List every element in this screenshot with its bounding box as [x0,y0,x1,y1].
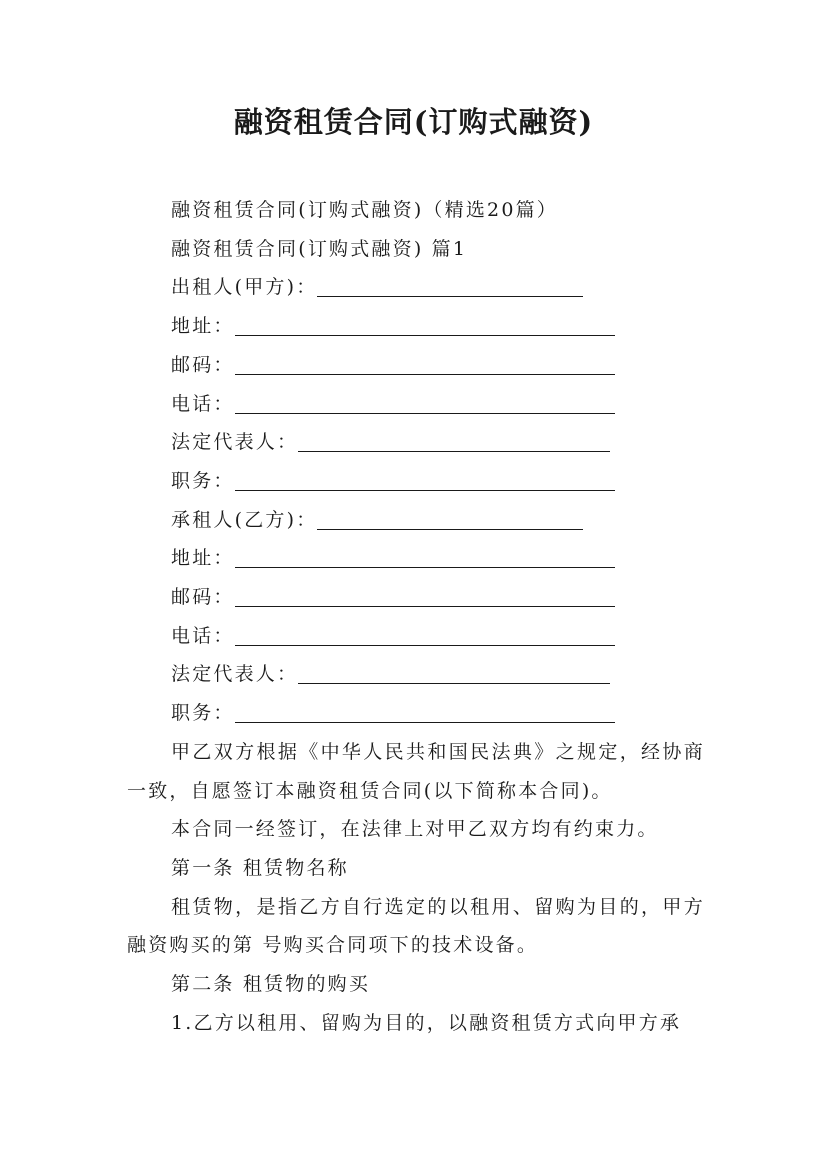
lessor-position-label: 职务： [171,469,235,492]
lessee-phone-blank [235,621,615,646]
lessor-postcode-blank [235,350,615,375]
lessee-phone-label: 电话： [171,624,235,647]
subtitle: 融资租赁合同(订购式融资)（精选20篇） [171,199,559,221]
document-title: 融资租赁合同(订购式融资) [233,105,594,139]
lessee-address-blank [235,543,615,568]
lessee-postcode-label: 邮码： [171,586,235,609]
lessee-postcode-blank [235,582,615,607]
lessor-label: 出租人(甲方)： [171,276,318,299]
lessee-address-line [127,539,705,578]
article-1-heading: 第一条 租赁物名称 [171,856,349,879]
paragraph-leased-item: 租赁物，是指乙方自行选定的以租用、留购为目的，甲方融资购买的第 号购买合同项下的技术设备。 [127,895,705,957]
lessee-position-line [127,694,705,733]
lessee-label: 承租人(乙方)： [171,508,318,531]
lessor-address-blank [235,311,615,336]
lessor-position-blank [235,466,615,491]
lessor-address-label: 地址： [171,315,235,338]
lessor-phone-label: 电话： [171,392,235,415]
lessee-postcode-line [127,578,705,617]
lessor-rep-line [127,423,705,462]
lessee-rep-blank [298,659,610,684]
lessee-position-blank [235,698,615,723]
article-2-heading: 第二条 租赁物的购买 [171,973,371,996]
lessor-address-line [127,307,705,346]
lessor-rep-label: 法定代表人： [171,431,299,454]
chapter-heading: 融资租赁合同(订购式融资) 篇1 [171,237,468,260]
paragraph-binding: 本合同一经签订，在法律上对甲乙双方均有约束力。 [171,818,659,841]
lessor-postcode-line [127,346,705,385]
lessor-postcode-label: 邮码： [171,353,235,376]
lessee-name-blank [317,505,583,530]
lessee-rep-label: 法定代表人： [171,663,299,686]
lessee-rep-line [127,655,705,694]
lessee-phone-line [127,617,705,656]
paragraph-purchase-1: 1.乙方以租用、留购为目的，以融资租赁方式向甲方承 [171,1011,682,1034]
document-body [127,191,705,1042]
paragraph-basis: 甲乙双方根据《中华人民共和国民法典》之规定，经协商一致，自愿签订本融资租赁合同(以下简称本合同)。 [127,740,705,802]
lessee-position-label: 职务： [171,702,235,725]
lessee-line [127,501,705,540]
lessor-position-line [127,462,705,501]
lessor-name-blank [317,272,583,297]
lessor-line [127,268,705,307]
lessee-address-label: 地址： [171,547,235,570]
lessor-rep-blank [298,427,610,452]
lessor-phone-line [127,385,705,424]
lessor-phone-blank [235,389,615,414]
